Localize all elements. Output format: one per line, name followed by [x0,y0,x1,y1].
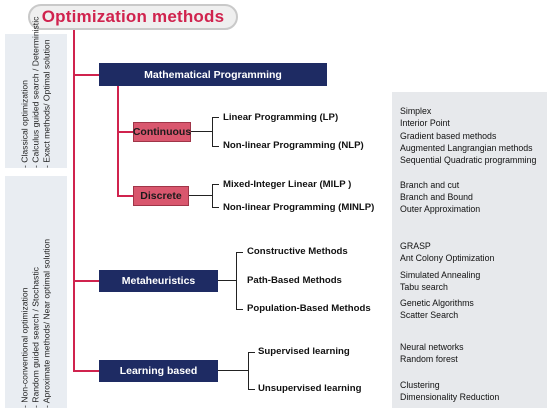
bracket-line [212,184,219,185]
side-panel-nonconventional [5,176,67,408]
example-item: Branch and cut [400,180,460,190]
side-line: - Exact methods/ Optimal solution [41,39,52,168]
bracket-line [236,309,243,310]
side-line: - Non-conventional optimization [19,287,30,408]
example-item: Outer Approximation [400,204,481,214]
trunk-line [73,30,75,372]
side-text-nonconventional [5,176,67,408]
method-minlp: Non-linear Programming (MINLP) [223,202,375,213]
method-population-based: Population-Based Methods [247,303,371,314]
branch-line [73,74,99,76]
example-item: Dimensionality Reduction [400,392,500,402]
method-supervised: Supervised learning [258,346,350,357]
side-line: - Random guided search / Stochastic [30,267,41,408]
connector-line [189,195,212,196]
example-item: Sequential Quadratic programming [400,155,537,165]
example-item: Ant Colony Optimization [400,253,495,263]
example-item: Neural networks [400,342,464,352]
example-item: Clustering [400,380,440,390]
bracket-line [212,207,219,208]
method-nlp: Non-linear Programming (NLP) [223,140,364,151]
method-milp: Mixed-Integer Linear (MILP ) [223,179,352,190]
examples-milp [400,179,473,203]
side-text-classical [5,16,67,168]
method-constructive: Constructive Methods [247,246,348,257]
example-item: Interior Point [400,118,450,128]
example-item: Scatter Search [400,310,459,320]
learning-based-box: Learning based [99,360,218,382]
bracket-line [236,252,243,253]
examples-unsupervised [400,379,499,403]
bracket-line [248,352,249,390]
bracket-line [248,389,255,390]
sub-trunk-line [117,86,119,197]
examples-path-based [400,269,480,293]
branch-line [117,195,133,197]
example-item: Augmented Langrangian methods [400,143,533,153]
examples-constructive [400,240,494,264]
example-item: Simplex [400,106,432,116]
example-item: GRASP [400,241,431,251]
side-line: - Classical optimization [19,80,30,168]
page-title: Optimization methods [28,4,238,30]
branch-line [73,280,99,282]
example-item: Branch and Bound [400,192,473,202]
discrete-box: Discrete [133,186,189,206]
metaheuristics-box: Metaheuristics [99,270,218,292]
side-panel-classical [5,16,67,168]
example-item: Simulated Annealing [400,270,481,280]
side-line: - Calculus guided search / Deterministic [30,16,41,168]
connector-line [218,280,236,281]
bracket-line [248,352,255,353]
method-path-based: Path-Based Methods [247,275,342,286]
connector-line [218,370,248,371]
examples-supervised [400,341,464,365]
connector-line [191,131,212,132]
example-item: Genetic Algorithms [400,298,474,308]
bracket-line [212,184,213,208]
bracket-line [212,117,213,147]
example-item: Gradient based methods [400,131,497,141]
branch-line [117,131,133,133]
example-item: Random forest [400,354,458,364]
bracket-line [212,117,219,118]
examples-nlp [400,130,536,166]
continuous-box: Continuous [133,122,191,142]
branch-line [73,370,99,372]
method-unsupervised: Unsupervised learning [258,383,362,394]
side-line: - Aproximate methods/ Near optimal solution [41,238,52,408]
method-lp: Linear Programming (LP) [223,112,339,123]
examples-minlp [400,203,480,215]
bracket-line [236,252,237,310]
bracket-line [212,146,219,147]
example-item: Tabu search [400,282,448,292]
examples-lp [400,105,450,129]
math-programming-box: Mathematical Programming [99,63,327,86]
examples-population-based [400,297,474,321]
